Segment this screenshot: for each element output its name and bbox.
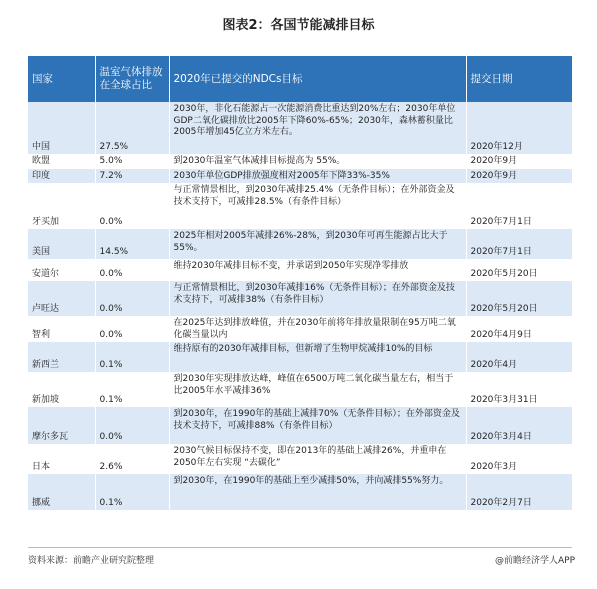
table-row bbox=[28, 169, 572, 184]
emission-share-cell: 27.5% bbox=[95, 102, 169, 154]
emission-share-cell: 0.0% bbox=[95, 407, 169, 444]
table-row bbox=[28, 316, 572, 342]
table-row bbox=[28, 407, 572, 444]
country-cell: 日本 bbox=[28, 444, 95, 474]
ndc-target-cell: 到2030年温室气体减排目标提高为 55%。 bbox=[169, 154, 466, 169]
ndc-target-cell: 与正常情景相比，到2030年减排16%（无条件目标）；在外部资金及技术支持下，可减排38%（有条件目标） bbox=[169, 281, 466, 316]
emission-share-cell: 0.1% bbox=[95, 372, 169, 407]
emission-share-cell: 0.0% bbox=[95, 183, 169, 229]
emission-share-cell: 7.2% bbox=[95, 169, 169, 184]
country-cell: 新西兰 bbox=[28, 342, 95, 372]
emission-share-cell: 0.1% bbox=[95, 342, 169, 372]
ndc-target-cell: 在2025年达到排放峰值，并在2030年前将年排放量限制在95万吨二氧化碳当量以内 bbox=[169, 316, 466, 342]
header-ndc-target: 2020年已提交的NDCs目标 bbox=[169, 56, 466, 102]
table-header-row bbox=[28, 56, 572, 102]
ndc-targets-table bbox=[28, 56, 572, 510]
table-row bbox=[28, 444, 572, 474]
submit-date-cell: 2020年3月31日 bbox=[466, 372, 572, 407]
submit-date-cell: 2020年4月 bbox=[466, 342, 572, 372]
submit-date-cell: 2020年3月 bbox=[466, 444, 572, 474]
ndc-target-cell: 2030年单位GDP排放强度相对2005年下降33%-35% bbox=[169, 169, 466, 184]
emission-share-cell: 5.0% bbox=[95, 154, 169, 169]
header-submit-date: 提交日期 bbox=[466, 56, 572, 102]
emission-share-cell: 0.1% bbox=[95, 474, 169, 510]
submit-date-cell: 2020年3月4日 bbox=[466, 407, 572, 444]
source-note: 资料来源：前瞻产业研究院整理 bbox=[28, 556, 155, 566]
emission-share-cell: 0.0% bbox=[95, 281, 169, 316]
ndc-target-cell: 维持原有的2030年减排目标，但新增了生物甲烷减排10%的目标 bbox=[169, 342, 466, 372]
table-row bbox=[28, 183, 572, 229]
ndc-target-cell: 2030年，非化石能源占一次能源消费比重达到20%左右；2030年单位GDP二氧化碳排放比2005年下降60%-65%；2030年，森林蓄积量比2005年增加45亿立方米左右。 bbox=[169, 102, 466, 154]
ndc-target-cell: 2030气候目标保持不变，即在2013年的基础上减排26%，并重申在2050年左右实现 “去碳化” bbox=[169, 444, 466, 474]
emission-share-cell: 2.6% bbox=[95, 444, 169, 474]
submit-date-cell: 2020年9月 bbox=[466, 154, 572, 169]
country-cell: 中国 bbox=[28, 102, 95, 154]
submit-date-cell: 2020年5月20日 bbox=[466, 259, 572, 281]
table-row bbox=[28, 474, 572, 510]
ndc-target-cell: 2025年相对2005年减排26%-28%，到2030年可再生能源占比大于55%。 bbox=[169, 229, 466, 259]
country-cell: 摩尔多瓦 bbox=[28, 407, 95, 444]
emission-share-cell: 0.0% bbox=[95, 316, 169, 342]
country-cell: 印度 bbox=[28, 169, 95, 184]
ndc-target-cell: 到2030年，在1990年的基础上减排70%（无条件目标）；在外部资金及技术支持下，可减排88%（有条件目标） bbox=[169, 407, 466, 444]
footer-divider bbox=[28, 547, 572, 548]
ndc-target-cell: 到2030年实现排放达峰，峰值在6500万吨二氧化碳当量左右，相当于比2005年水平减排36% bbox=[169, 372, 466, 407]
ndc-target-cell: 与正常情景相比，到2030年减排25.4%（无条件目标）；在外部资金及技术支持下，可减排28.5%（有条件目标） bbox=[169, 183, 466, 229]
table-row bbox=[28, 154, 572, 169]
country-cell: 挪威 bbox=[28, 474, 95, 510]
submit-date-cell: 2020年7月1日 bbox=[466, 183, 572, 229]
ndc-target-cell: 到2030年，在1990年的基础上至少减排50%，并向减排55%努力。 bbox=[169, 474, 466, 510]
submit-date-cell: 2020年4月9日 bbox=[466, 316, 572, 342]
submit-date-cell: 2020年7月1日 bbox=[466, 229, 572, 259]
brand-credit: @前瞻经济学人APP bbox=[494, 556, 575, 566]
table-row bbox=[28, 372, 572, 407]
submit-date-cell: 2020年5月20日 bbox=[466, 281, 572, 316]
table-row bbox=[28, 229, 572, 259]
chart-title: 图表2：各国节能减排目标 bbox=[222, 18, 375, 33]
submit-date-cell: 2020年9月 bbox=[466, 169, 572, 184]
country-cell: 欧盟 bbox=[28, 154, 95, 169]
table-body bbox=[28, 102, 572, 510]
country-cell: 安道尔 bbox=[28, 259, 95, 281]
ndc-target-cell: 维持2030年减排目标不变，并承诺到2050年实现净零排放 bbox=[169, 259, 466, 281]
country-cell: 卢旺达 bbox=[28, 281, 95, 316]
table-row bbox=[28, 342, 572, 372]
table-row bbox=[28, 259, 572, 281]
country-cell: 美国 bbox=[28, 229, 95, 259]
header-emission-share: 温室气体排放在全球占比 bbox=[95, 56, 169, 102]
country-cell: 智利 bbox=[28, 316, 95, 342]
header-country: 国家 bbox=[28, 56, 95, 102]
country-cell: 新加坡 bbox=[28, 372, 95, 407]
emission-share-cell: 0.0% bbox=[95, 259, 169, 281]
table-row bbox=[28, 102, 572, 154]
country-cell: 牙买加 bbox=[28, 183, 95, 229]
submit-date-cell: 2020年12月 bbox=[466, 102, 572, 154]
submit-date-cell: 2020年2月7日 bbox=[466, 474, 572, 510]
table-row bbox=[28, 281, 572, 316]
emission-share-cell: 14.5% bbox=[95, 229, 169, 259]
